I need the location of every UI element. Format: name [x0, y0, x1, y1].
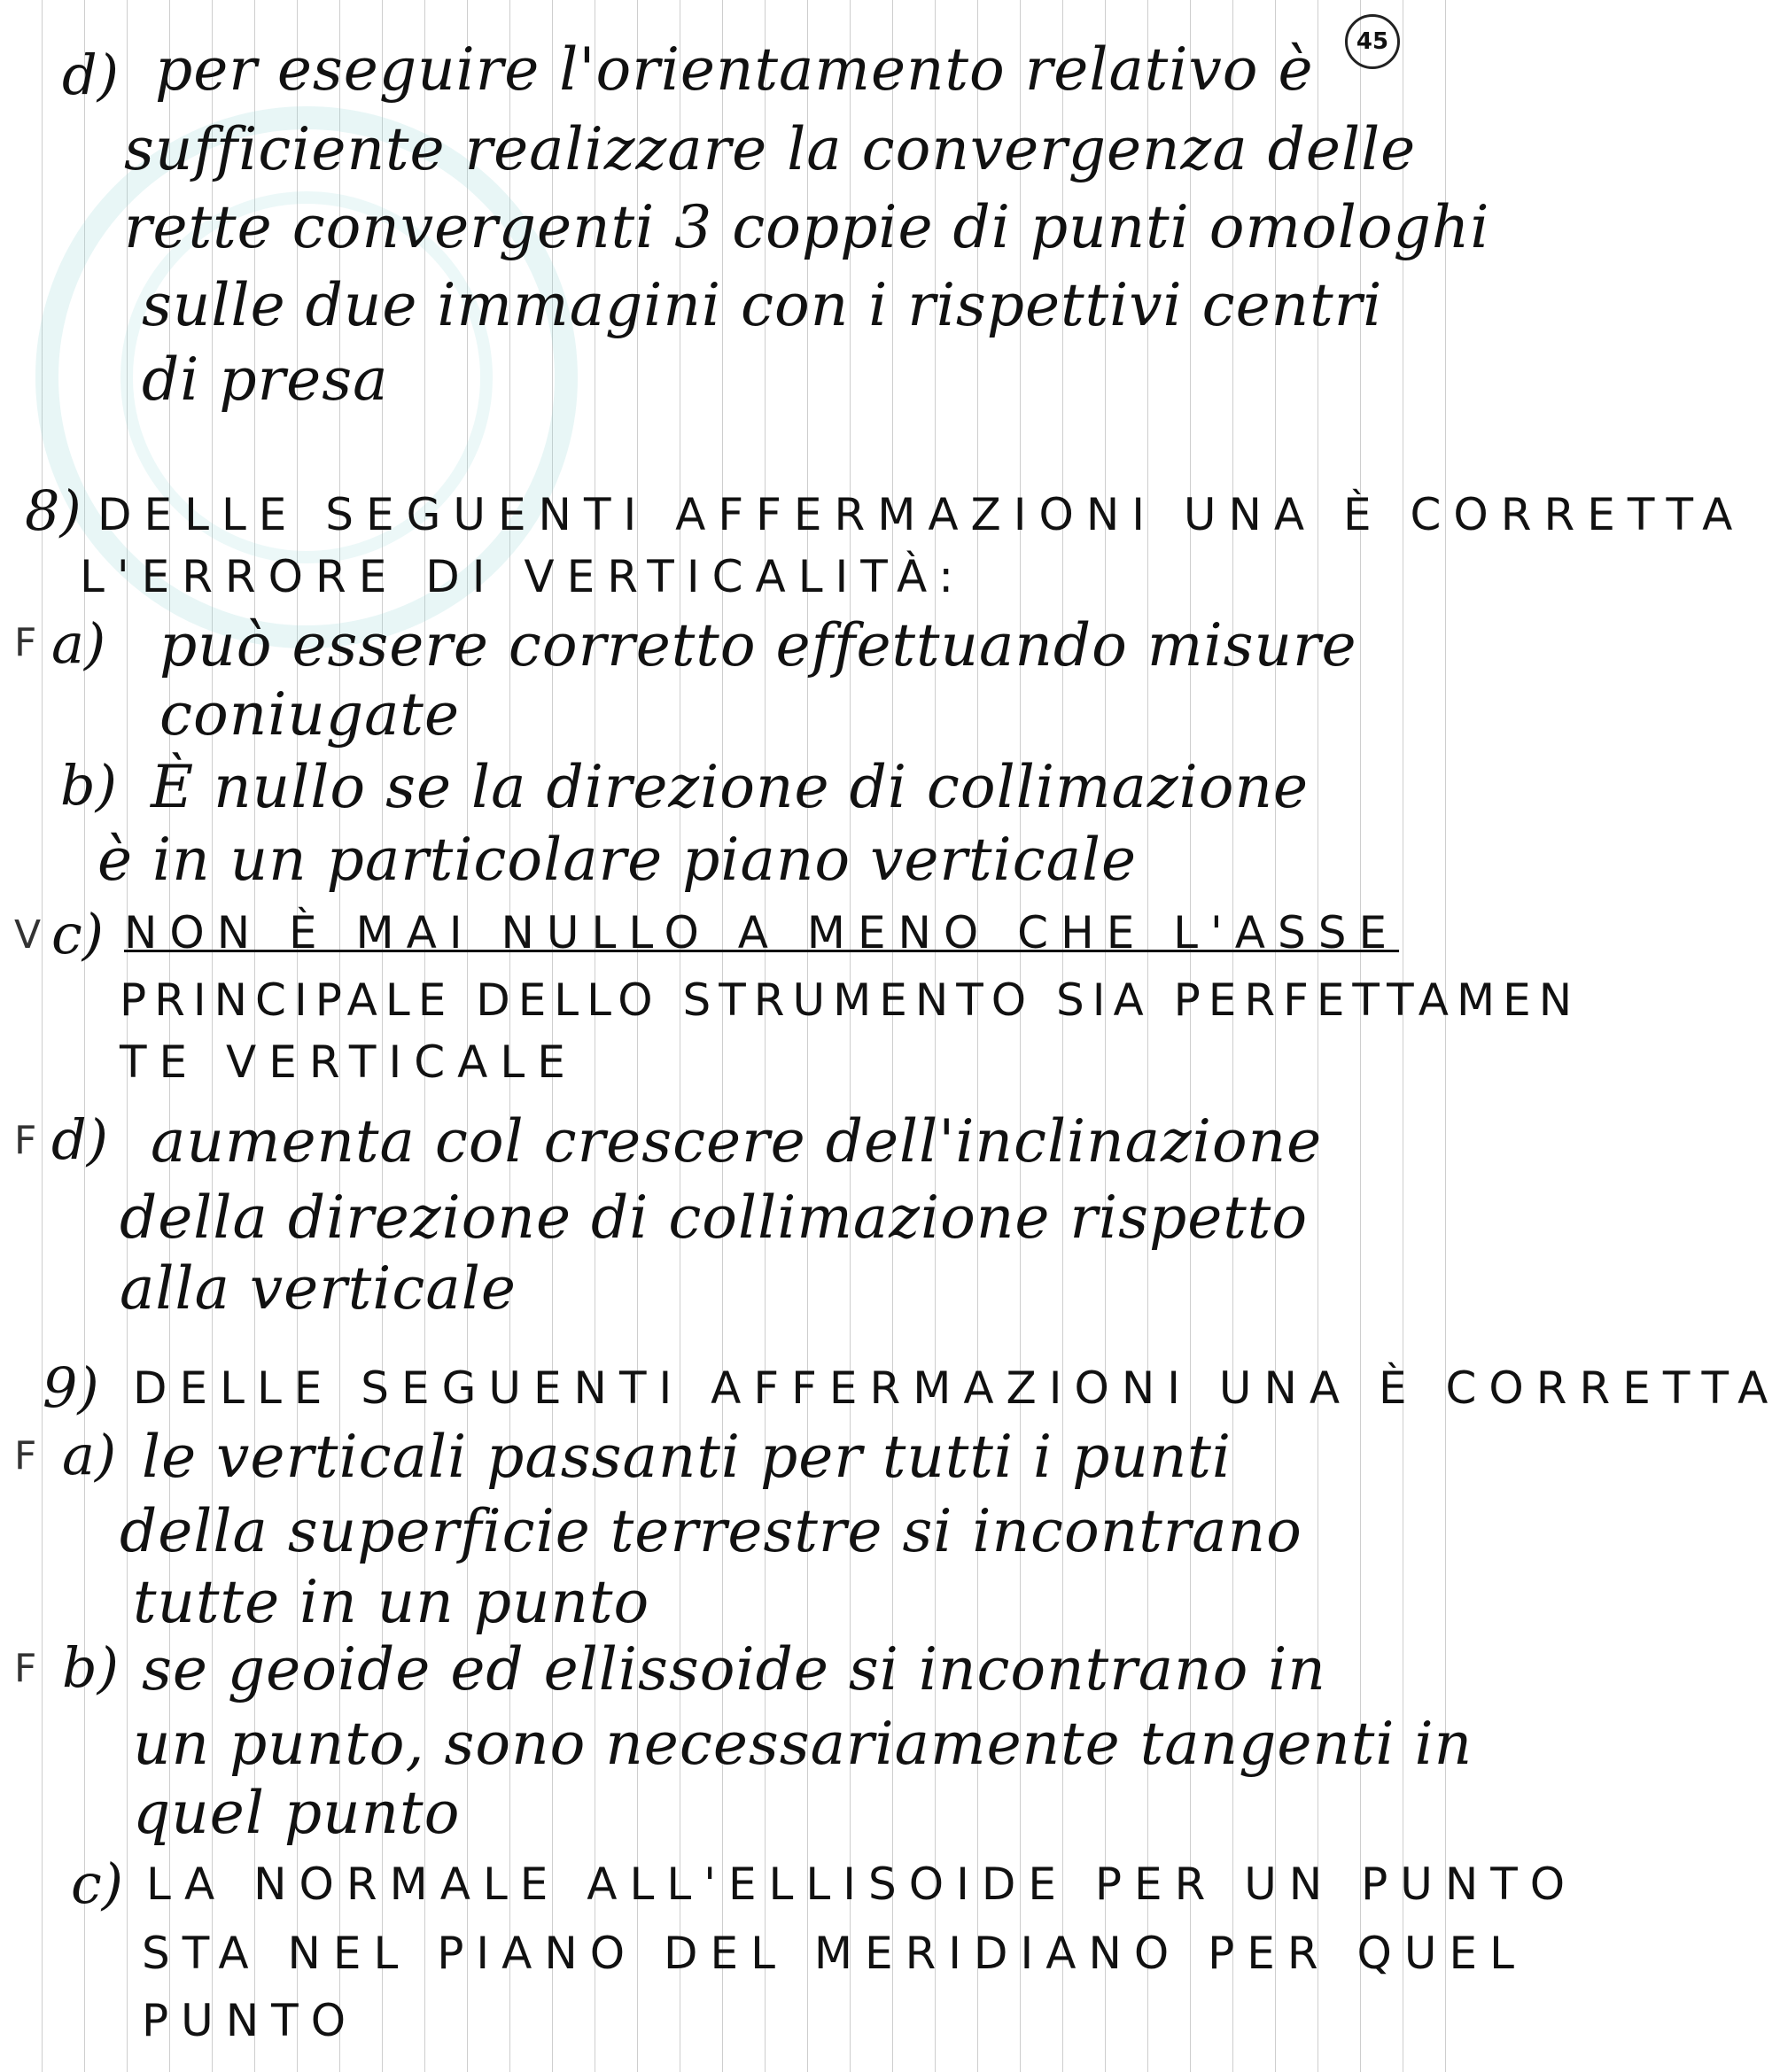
q7-line-3: rette convergenti 3 coppie di punti omologhi — [124, 193, 1490, 261]
q7-line-5: di presa — [142, 345, 389, 414]
q8-b-line-1: È nullo se la direzione di collimazione — [151, 753, 1310, 821]
q8-c-line-1: NON È MAI NULLO A MENO CHE L'ASSE — [124, 907, 1400, 958]
q8-d-line-1: aumenta col crescere dell'inclinazione — [151, 1107, 1323, 1176]
q9-a-line-1: le verticali passanti per tutti i punti — [142, 1423, 1232, 1491]
q8-d-line-3: alla verticale — [120, 1254, 517, 1323]
q8-d-tf: F — [14, 1118, 37, 1163]
q9-b-line-1: se geoide ed ellissoide si incontrano in — [142, 1635, 1326, 1703]
q9-a-marker: a) — [62, 1423, 117, 1487]
q8-d-line-2: della direzione di collimazione rispetto — [120, 1183, 1309, 1252]
q9-b-tf: F — [14, 1646, 37, 1691]
q8-a-line-1: può essere corretto effettuando misure — [159, 611, 1357, 679]
page-number: 45 — [1345, 14, 1400, 69]
q8-c-line-2: PRINCIPALE DELLO STRUMENTO SIA PERFETTAMEN — [120, 974, 1581, 1026]
q7-line-4: sulle due immagini con i rispettivi centri — [142, 271, 1383, 339]
q8-a-line-2: coniugate — [159, 680, 460, 749]
q8-subtitle: L'ERRORE DI VERTICALITÀ: — [80, 551, 967, 602]
q8-d-marker: d) — [51, 1107, 108, 1172]
q9-title: DELLE SEGUENTI AFFERMAZIONI UNA È CORRETTA — [133, 1362, 1780, 1414]
q8-c-tf: V — [14, 912, 42, 958]
q8-b-line-2: è in un particolare piano verticale — [97, 826, 1138, 894]
q8-c-marker: c) — [51, 902, 104, 966]
q7-line-2: sufficiente realizzare la convergenza delle — [124, 115, 1417, 183]
q9-c-marker: c) — [71, 1851, 123, 1916]
q9-c-line-2: STA NEL PIANO DEL MERIDIANO PER QUEL — [142, 1928, 1527, 1979]
q9-number: 9) — [43, 1355, 99, 1420]
q9-c-line-3: PUNTO — [142, 1995, 359, 2046]
q8-a-tf: F — [14, 620, 37, 665]
q9-a-tf: F — [14, 1433, 37, 1478]
q9-a-line-2: della superficie terrestre si incontrano — [120, 1497, 1302, 1565]
q9-b-marker: b) — [62, 1635, 119, 1700]
q8-a-marker: a) — [51, 611, 106, 676]
q8-b-marker: b) — [60, 753, 117, 818]
q8-number: 8) — [25, 478, 82, 543]
q8-c-line-3: TE VERTICALE — [120, 1036, 578, 1088]
q9-a-line-3: tutte in un punto — [133, 1568, 650, 1636]
q9-b-line-3: quel punto — [133, 1779, 461, 1847]
q8-title: DELLE SEGUENTI AFFERMAZIONI UNA È CORRETTA — [97, 489, 1745, 540]
q9-b-line-2: un punto, sono necessariamente tangenti in — [133, 1710, 1473, 1778]
q9-c-line-1: LA NORMALE ALL'ELLISOIDE PER UN PUNTO — [146, 1859, 1578, 1910]
q7-option-marker: d) — [62, 43, 119, 107]
q7-line-1: per eseguire l'orientamento relativo è — [155, 35, 1314, 104]
